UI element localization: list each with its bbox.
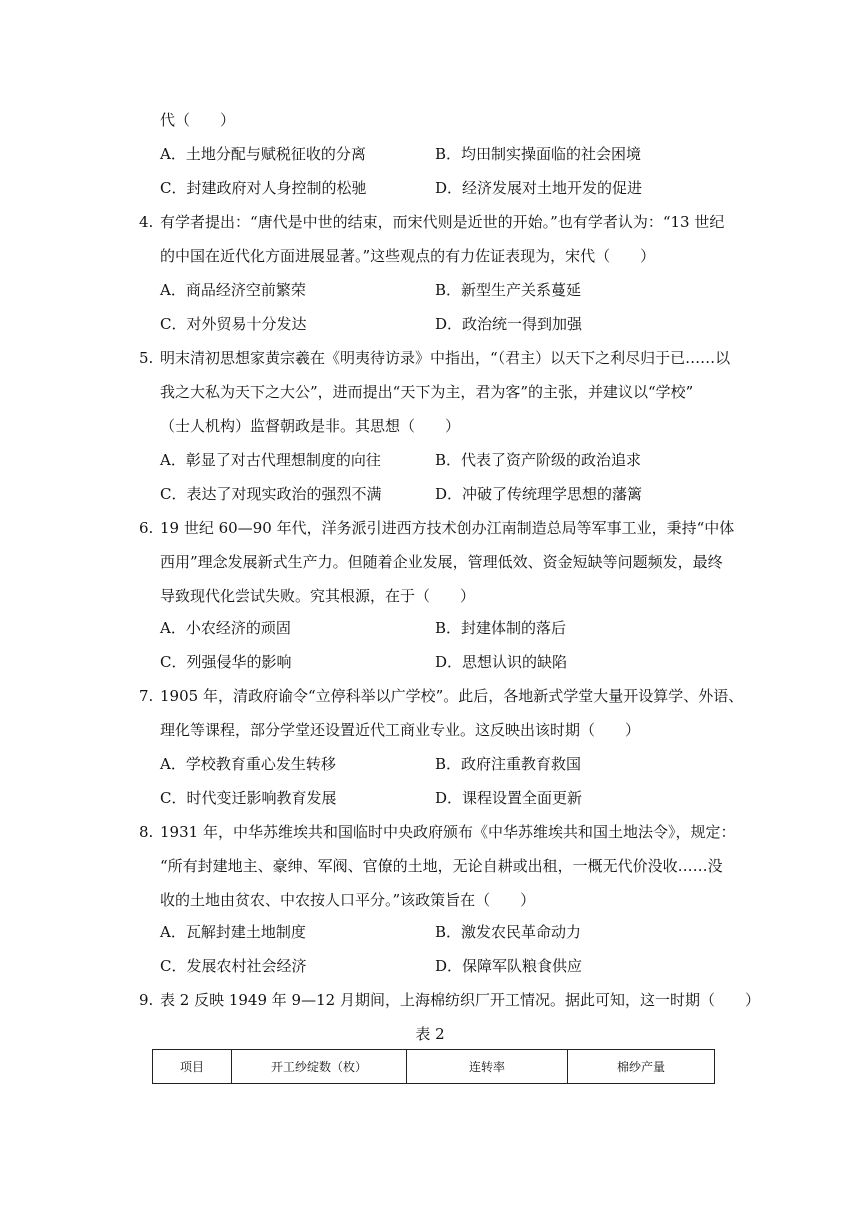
q8-option-c: C．发展农村社会经济 <box>160 957 307 975</box>
q6-option-c: C．列强侵华的影响 <box>160 653 292 671</box>
q8-stem-line-1: 1931 年，中华苏维埃共和国临时中央政府颁布《中华苏维埃共和国土地法令》，规定： <box>160 823 736 841</box>
q6-stem-line-3: 导致现代化尝试失败。究其根源，在于（ ） <box>160 587 476 605</box>
q3-option-d: D．经济发展对土地开发的促进 <box>435 179 643 197</box>
q7-option-b: B．政府注重教育救国 <box>435 755 582 773</box>
q4-stem-line-1: 有学者提出：“唐代是中世的结束，而宋代则是近世的开始。”也有学者认为：“13 世纪 <box>160 213 725 231</box>
q3-option-b: B．均田制实操面临的社会困境 <box>435 145 642 163</box>
q4-stem-line-2: 的中国在近代化方面进展显著。”这些观点的有力佐证表现为，宋代（ ） <box>160 247 656 265</box>
q6-option-d: D．思想认识的缺陷 <box>435 653 568 671</box>
table-header-row <box>153 1050 715 1084</box>
q5-option-c: C．表达了对现实政治的强烈不满 <box>160 485 382 503</box>
q4-option-b: B．新型生产关系蔓延 <box>435 281 582 299</box>
q5-number: 5. <box>139 349 154 367</box>
q8-number: 8. <box>139 823 154 841</box>
q6-stem-line-1: 19 世纪 60—90 年代，洋务派引进西方技术创办江南制造总局等军事工业，秉持“中体 <box>160 519 735 537</box>
q7-stem-line-2: 理化等课程，部分学堂还设置近代工商业专业。这反映出该时期（ ） <box>160 721 641 739</box>
q5-stem-line-1: 明末清初思想家黄宗羲在《明夷待访录》中指出，“（君主）以天下之利尽归于已……以 <box>160 349 731 367</box>
q5-stem-line-2: 我之大私为天下之大公”，进而提出“天下为主，君为客”的主张，并建议以“学校” <box>160 383 694 401</box>
q5-stem-line-3: （士人机构）监督朝政是非。其思想（ ） <box>160 417 461 435</box>
q7-number: 7. <box>139 687 154 705</box>
q3-option-c: C．封建政府对人身控制的松驰 <box>160 179 367 197</box>
q8-option-b: B．激发农民革命动力 <box>435 923 582 941</box>
q9-number: 9. <box>139 991 154 1009</box>
q8-option-a: A．瓦解封建土地制度 <box>160 923 306 941</box>
q7-option-d: D．课程设置全面更新 <box>435 789 583 807</box>
q4-option-d: D．政治统一得到加强 <box>435 315 583 333</box>
q6-stem-line-2: 西用”理念发展新式生产力。但随着企业发展，管理低效、资金短缺等问题频发，最终 <box>160 553 723 571</box>
table-header-spindles: 开工纱绽数（枚） <box>232 1050 407 1084</box>
q7-stem-line-1: 1905 年，清政府谕令“立停科举以广学校”。此后，各地新式学堂大量开设算学、外语、 <box>160 687 744 705</box>
q6-option-b: B．封建体制的落后 <box>435 619 567 637</box>
data-table <box>152 1049 715 1084</box>
q3-stem-tail: 代（ ） <box>160 111 236 129</box>
table-header-output: 棉纱产量 <box>568 1050 715 1084</box>
q4-option-a: A．商品经济空前繁荣 <box>160 281 306 299</box>
q7-option-a: A．学校教育重心发生转移 <box>160 755 336 773</box>
q8-stem-line-3: 收的土地由贫农、中农按人口平分。”该政策旨在（ ） <box>160 891 536 909</box>
table-header-item: 项目 <box>153 1050 232 1084</box>
q7-option-c: C．时代变迁影响教育发展 <box>160 789 337 807</box>
q5-option-a: A．彰显了对古代理想制度的向往 <box>160 451 381 469</box>
q8-stem-line-2: “所有封建地主、豪绅、军阀、官僚的土地，无论自耕或出租，一概无代价没收……没 <box>160 857 723 875</box>
table-header-rate: 连转率 <box>407 1050 568 1084</box>
q6-number: 6. <box>139 519 154 537</box>
table-caption: 表 2 <box>415 1025 445 1043</box>
q6-option-a: A．小农经济的顽固 <box>160 619 291 637</box>
q5-option-d: D．冲破了传统理学思想的藩篱 <box>435 485 643 503</box>
q9-stem-line-1: 表 2 反映 1949 年 9—12 月期间，上海棉纺织厂开工情况。据此可知，这一时期（ ） <box>160 991 760 1009</box>
q8-option-d: D．保障军队粮食供应 <box>435 957 583 975</box>
q5-option-b: B．代表了资产阶级的政治追求 <box>435 451 642 469</box>
q4-number: 4. <box>139 213 154 231</box>
q4-option-c: C．对外贸易十分发达 <box>160 315 307 333</box>
q3-option-a: A．土地分配与赋税征收的分离 <box>160 145 366 163</box>
